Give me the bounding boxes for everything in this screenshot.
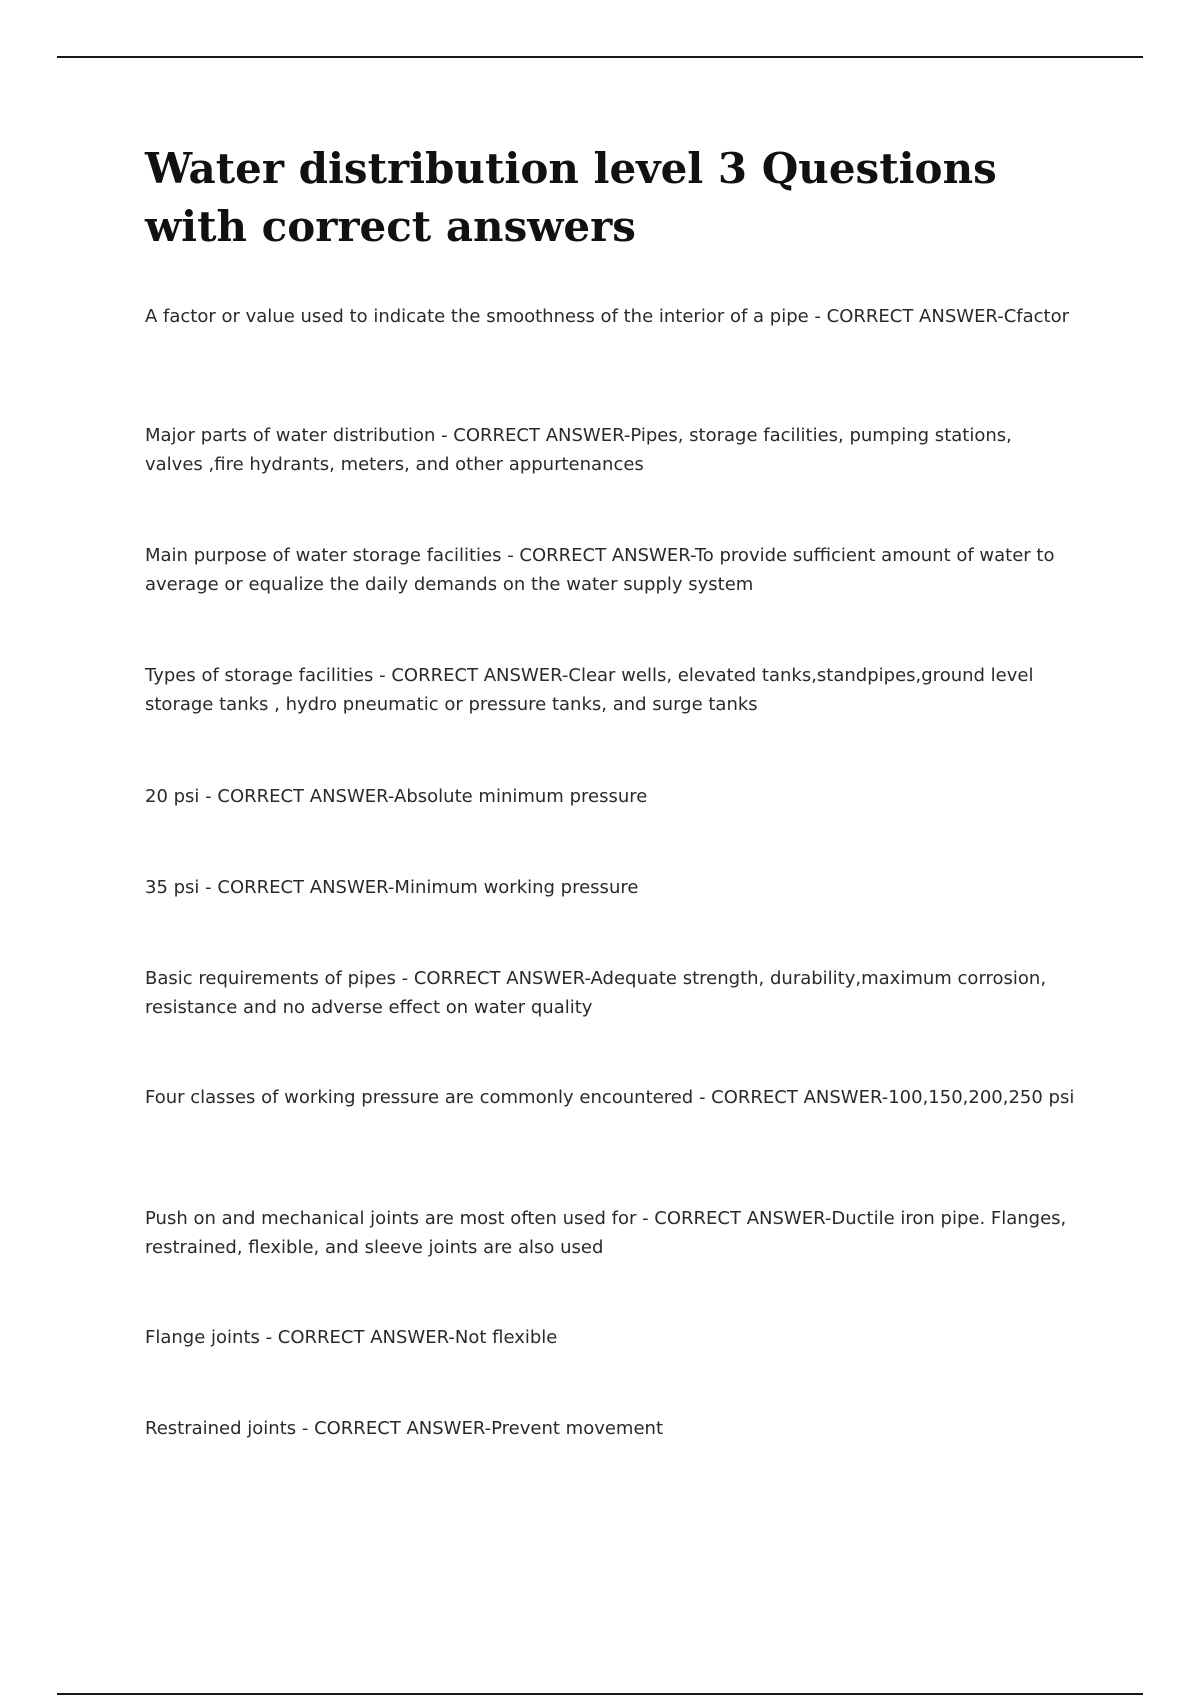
qa-item: Push on and mechanical joints are most often used for - CORRECT ANSWER-Ductile iron pipe. Flanges, restrained, flexible, and sleeve joints are also used (145, 1208, 1067, 1258)
qa-item: Restrained joints - CORRECT ANSWER-Prevent movement (145, 1418, 664, 1439)
qa-item: Four classes of working pressure are commonly encountered - CORRECT ANSWER-100,150,200,250 psi (145, 1087, 1075, 1108)
qa-item: 35 psi - CORRECT ANSWER-Minimum working pressure (145, 877, 639, 898)
qa-item: Major parts of water distribution - CORRECT ANSWER-Pipes, storage facilities, pumping stations, valves ,fire hydrants, meters, and other appurtenances (145, 425, 1012, 475)
qa-item: Main purpose of water storage facilities - CORRECT ANSWER-To provide sufficient amount of water to average or equalize the daily demands on the water supply system (145, 545, 1055, 595)
qa-item: A factor or value used to indicate the smoothness of the interior of a pipe - CORRECT ANSWER-Cfactor (145, 306, 1070, 327)
document-title: Water distribution level 3 Questions with correct answers (145, 144, 997, 251)
qa-item: Basic requirements of pipes - CORRECT ANSWER-Adequate strength, durability,maximum corrosion, resistance and no adverse effect on water quality (145, 968, 1047, 1018)
qa-item: Flange joints - CORRECT ANSWER-Not flexible (145, 1327, 558, 1348)
top-rule (57, 56, 1143, 58)
qa-item: Types of storage facilities - CORRECT ANSWER-Clear wells, elevated tanks,standpipes,ground level storage tanks , hydro pneumatic or pressure tanks, and surge tanks (145, 665, 1034, 715)
bottom-rule (57, 1693, 1143, 1695)
qa-item: 20 psi - CORRECT ANSWER-Absolute minimum pressure (145, 786, 648, 807)
